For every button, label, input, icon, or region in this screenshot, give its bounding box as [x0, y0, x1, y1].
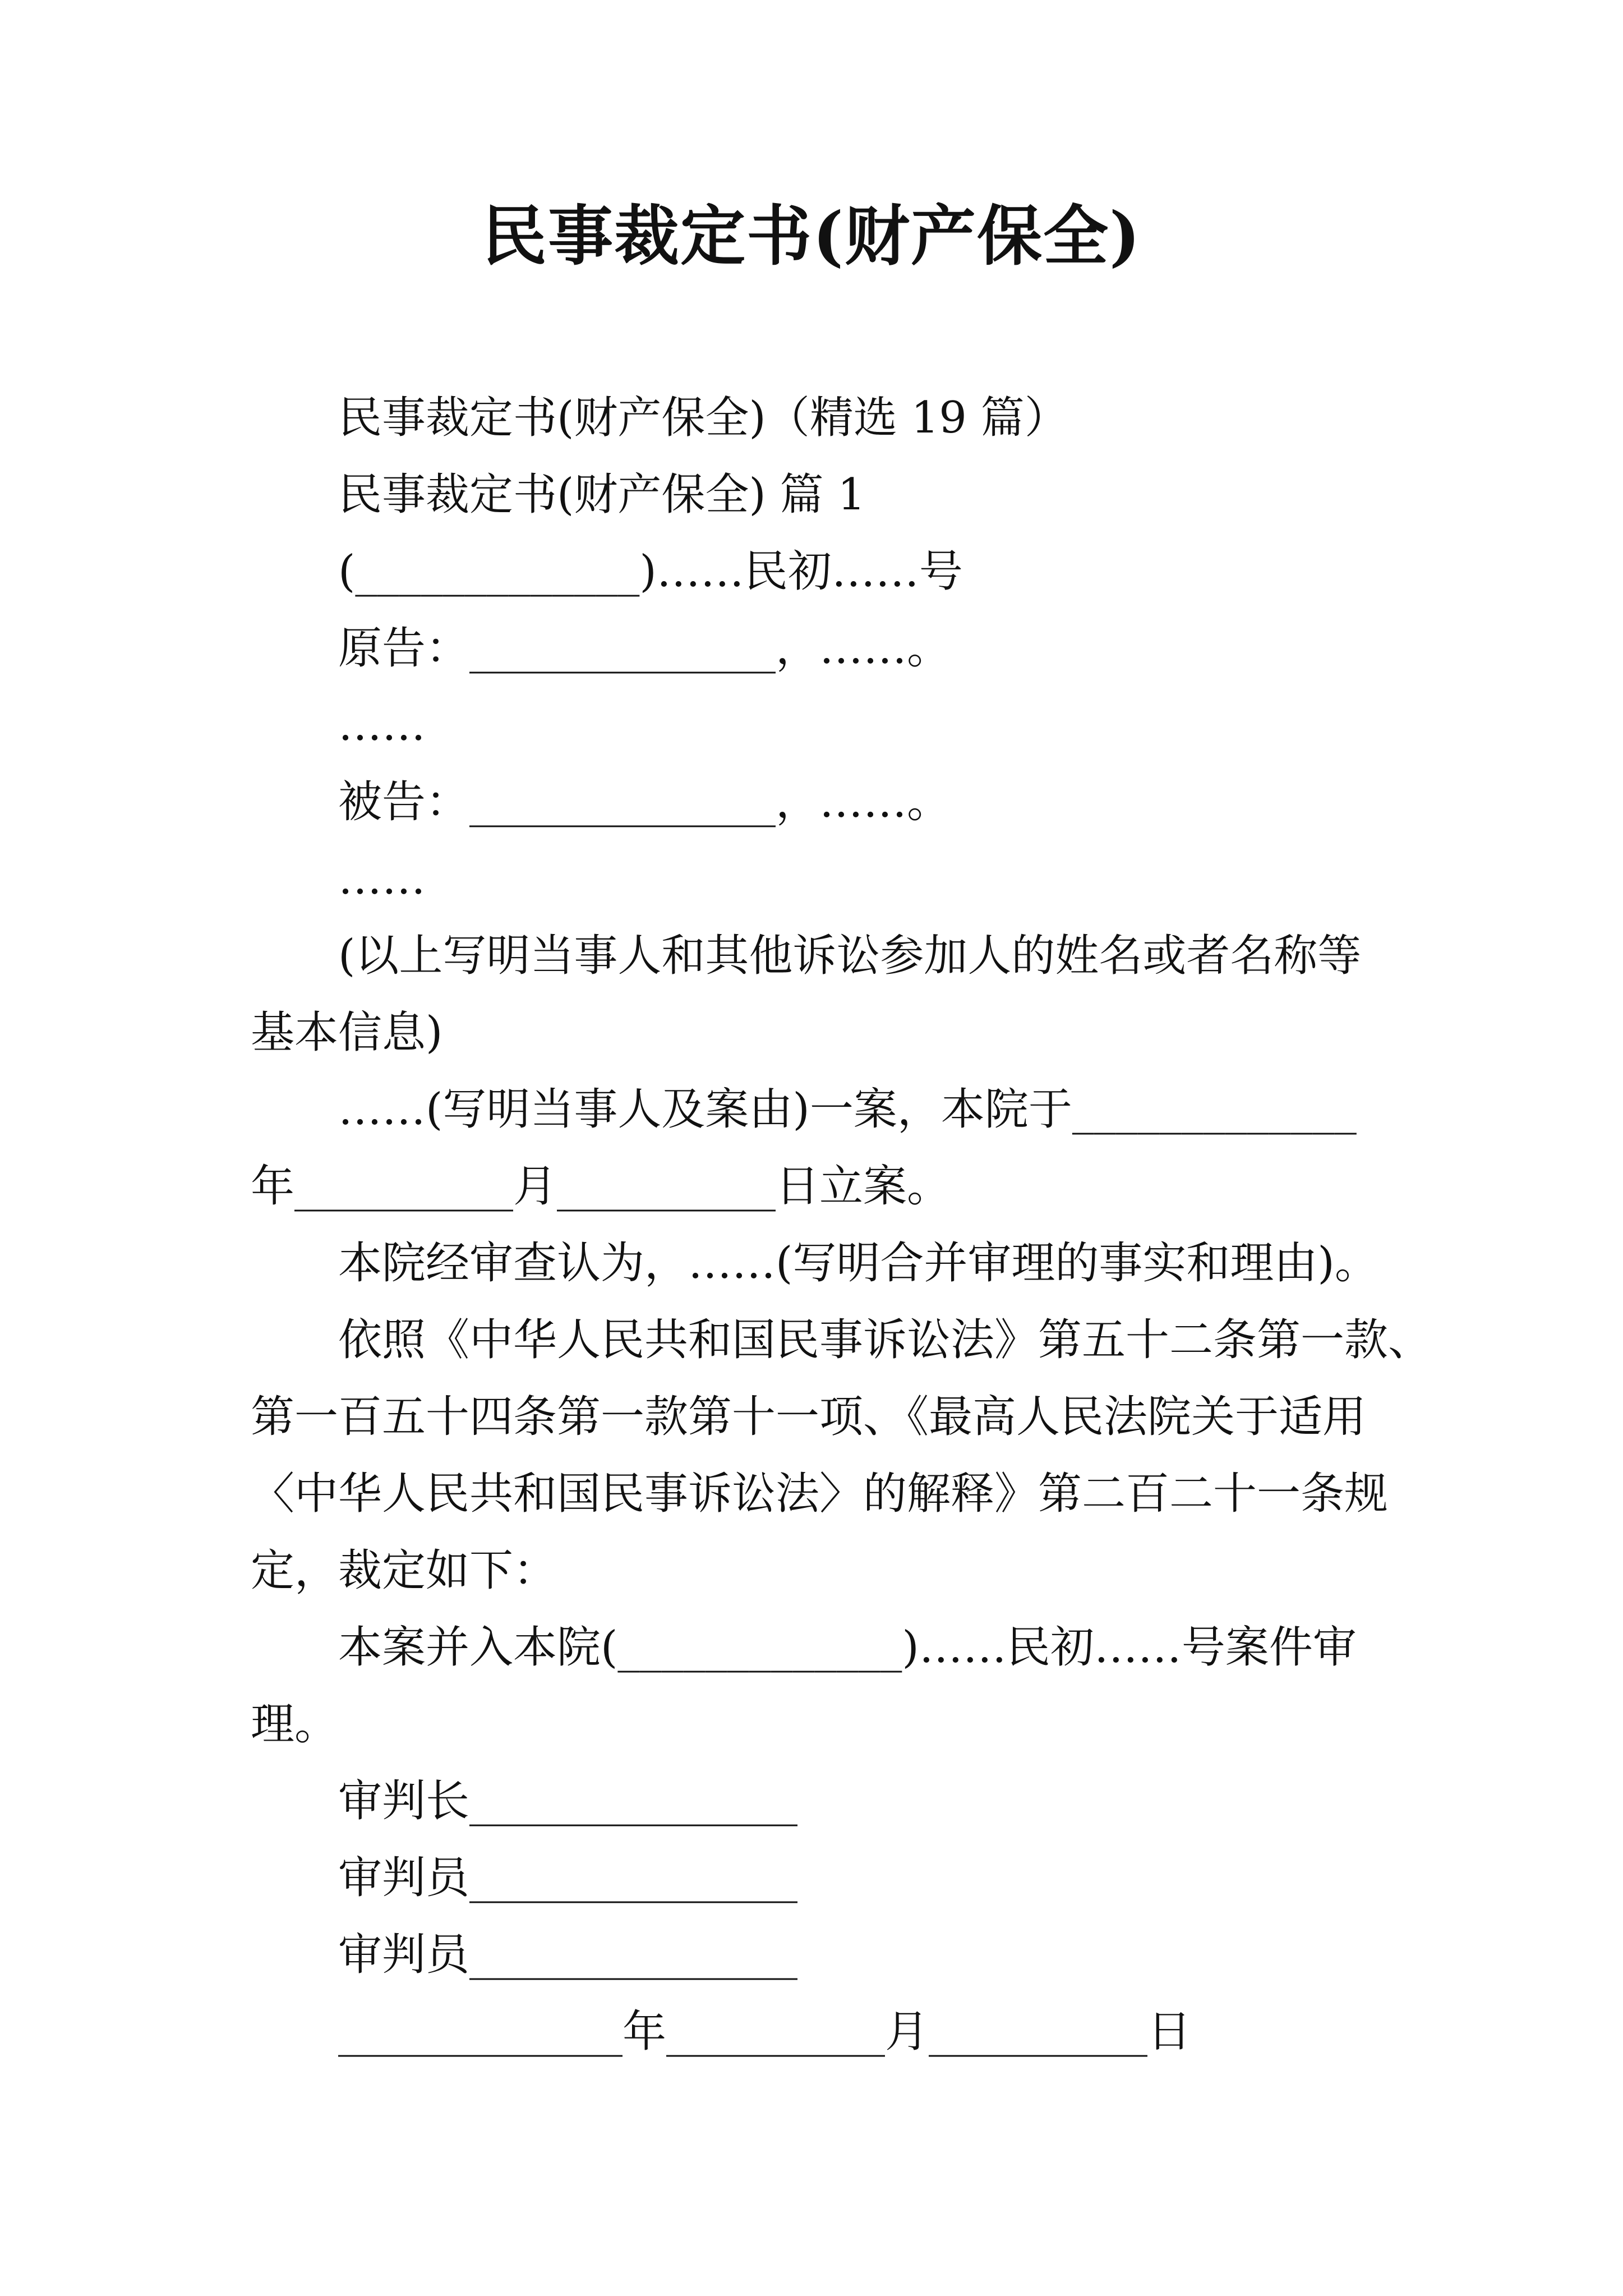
defendant-more-line: …… — [338, 854, 426, 904]
paragraph-line: 基本信息) — [251, 1007, 443, 1058]
paragraph-filing — [251, 1071, 1484, 1225]
paragraph-line: 年__________月__________日立案。 — [251, 1161, 951, 1212]
paragraph-line: 理。 — [251, 1699, 339, 1750]
paragraph-review — [251, 1225, 1484, 1302]
date-line: _____________年__________月__________日 — [338, 2007, 1192, 2057]
paragraph-line: (以上写明当事人和其他诉讼参加人的姓名或者名称等 — [338, 931, 1362, 981]
document-body — [251, 380, 1484, 2070]
paragraph-party-note — [251, 918, 1484, 1071]
paragraph-line: ……(写明当事人及案由)一案，本院于_____________ — [338, 1084, 1357, 1135]
plaintiff-more-line: …… — [338, 700, 426, 751]
paragraph-line: 本院经审查认为，……(写明合并审理的事实和理由)。 — [338, 1238, 1378, 1289]
paragraph-line: 定，裁定如下： — [251, 1545, 557, 1596]
paragraph-ruling — [251, 1609, 1484, 1763]
defendant-line: 被告：______________，……。 — [338, 777, 951, 827]
presiding-judge-line: 审判长_______________ — [338, 1776, 798, 1826]
collection-title: 民事裁定书(财产保全)（精选 19 篇） — [338, 393, 1068, 443]
document-title: 民事裁定书(财产保全) — [482, 198, 1141, 274]
case-number: (_____________)……民初……号 — [338, 546, 963, 597]
paragraph-line: 本案并入本院(_____________)……民初……号案件审 — [338, 1622, 1357, 1673]
parties-section — [251, 610, 1484, 918]
signature-block — [251, 1763, 1484, 1994]
judge-line: 审判员_______________ — [338, 1853, 798, 1903]
judge-line: 审判员_______________ — [338, 1930, 798, 1980]
paragraph-line: 依照《中华人民共和国民事诉讼法》第五十二条第一款、 — [338, 1315, 1432, 1365]
paragraph-line: 第一百五十四条第一款第十一项、《最高人民法院关于适用 — [251, 1392, 1367, 1442]
paragraph-legal-basis — [251, 1302, 1484, 1609]
article-label: 民事裁定书(财产保全) 篇 1 — [338, 470, 866, 520]
plaintiff-line: 原告：______________，……。 — [338, 623, 951, 674]
paragraph-line: 〈中华人民共和国民事诉讼法〉的解释》第二百二十一条规 — [251, 1469, 1389, 1519]
